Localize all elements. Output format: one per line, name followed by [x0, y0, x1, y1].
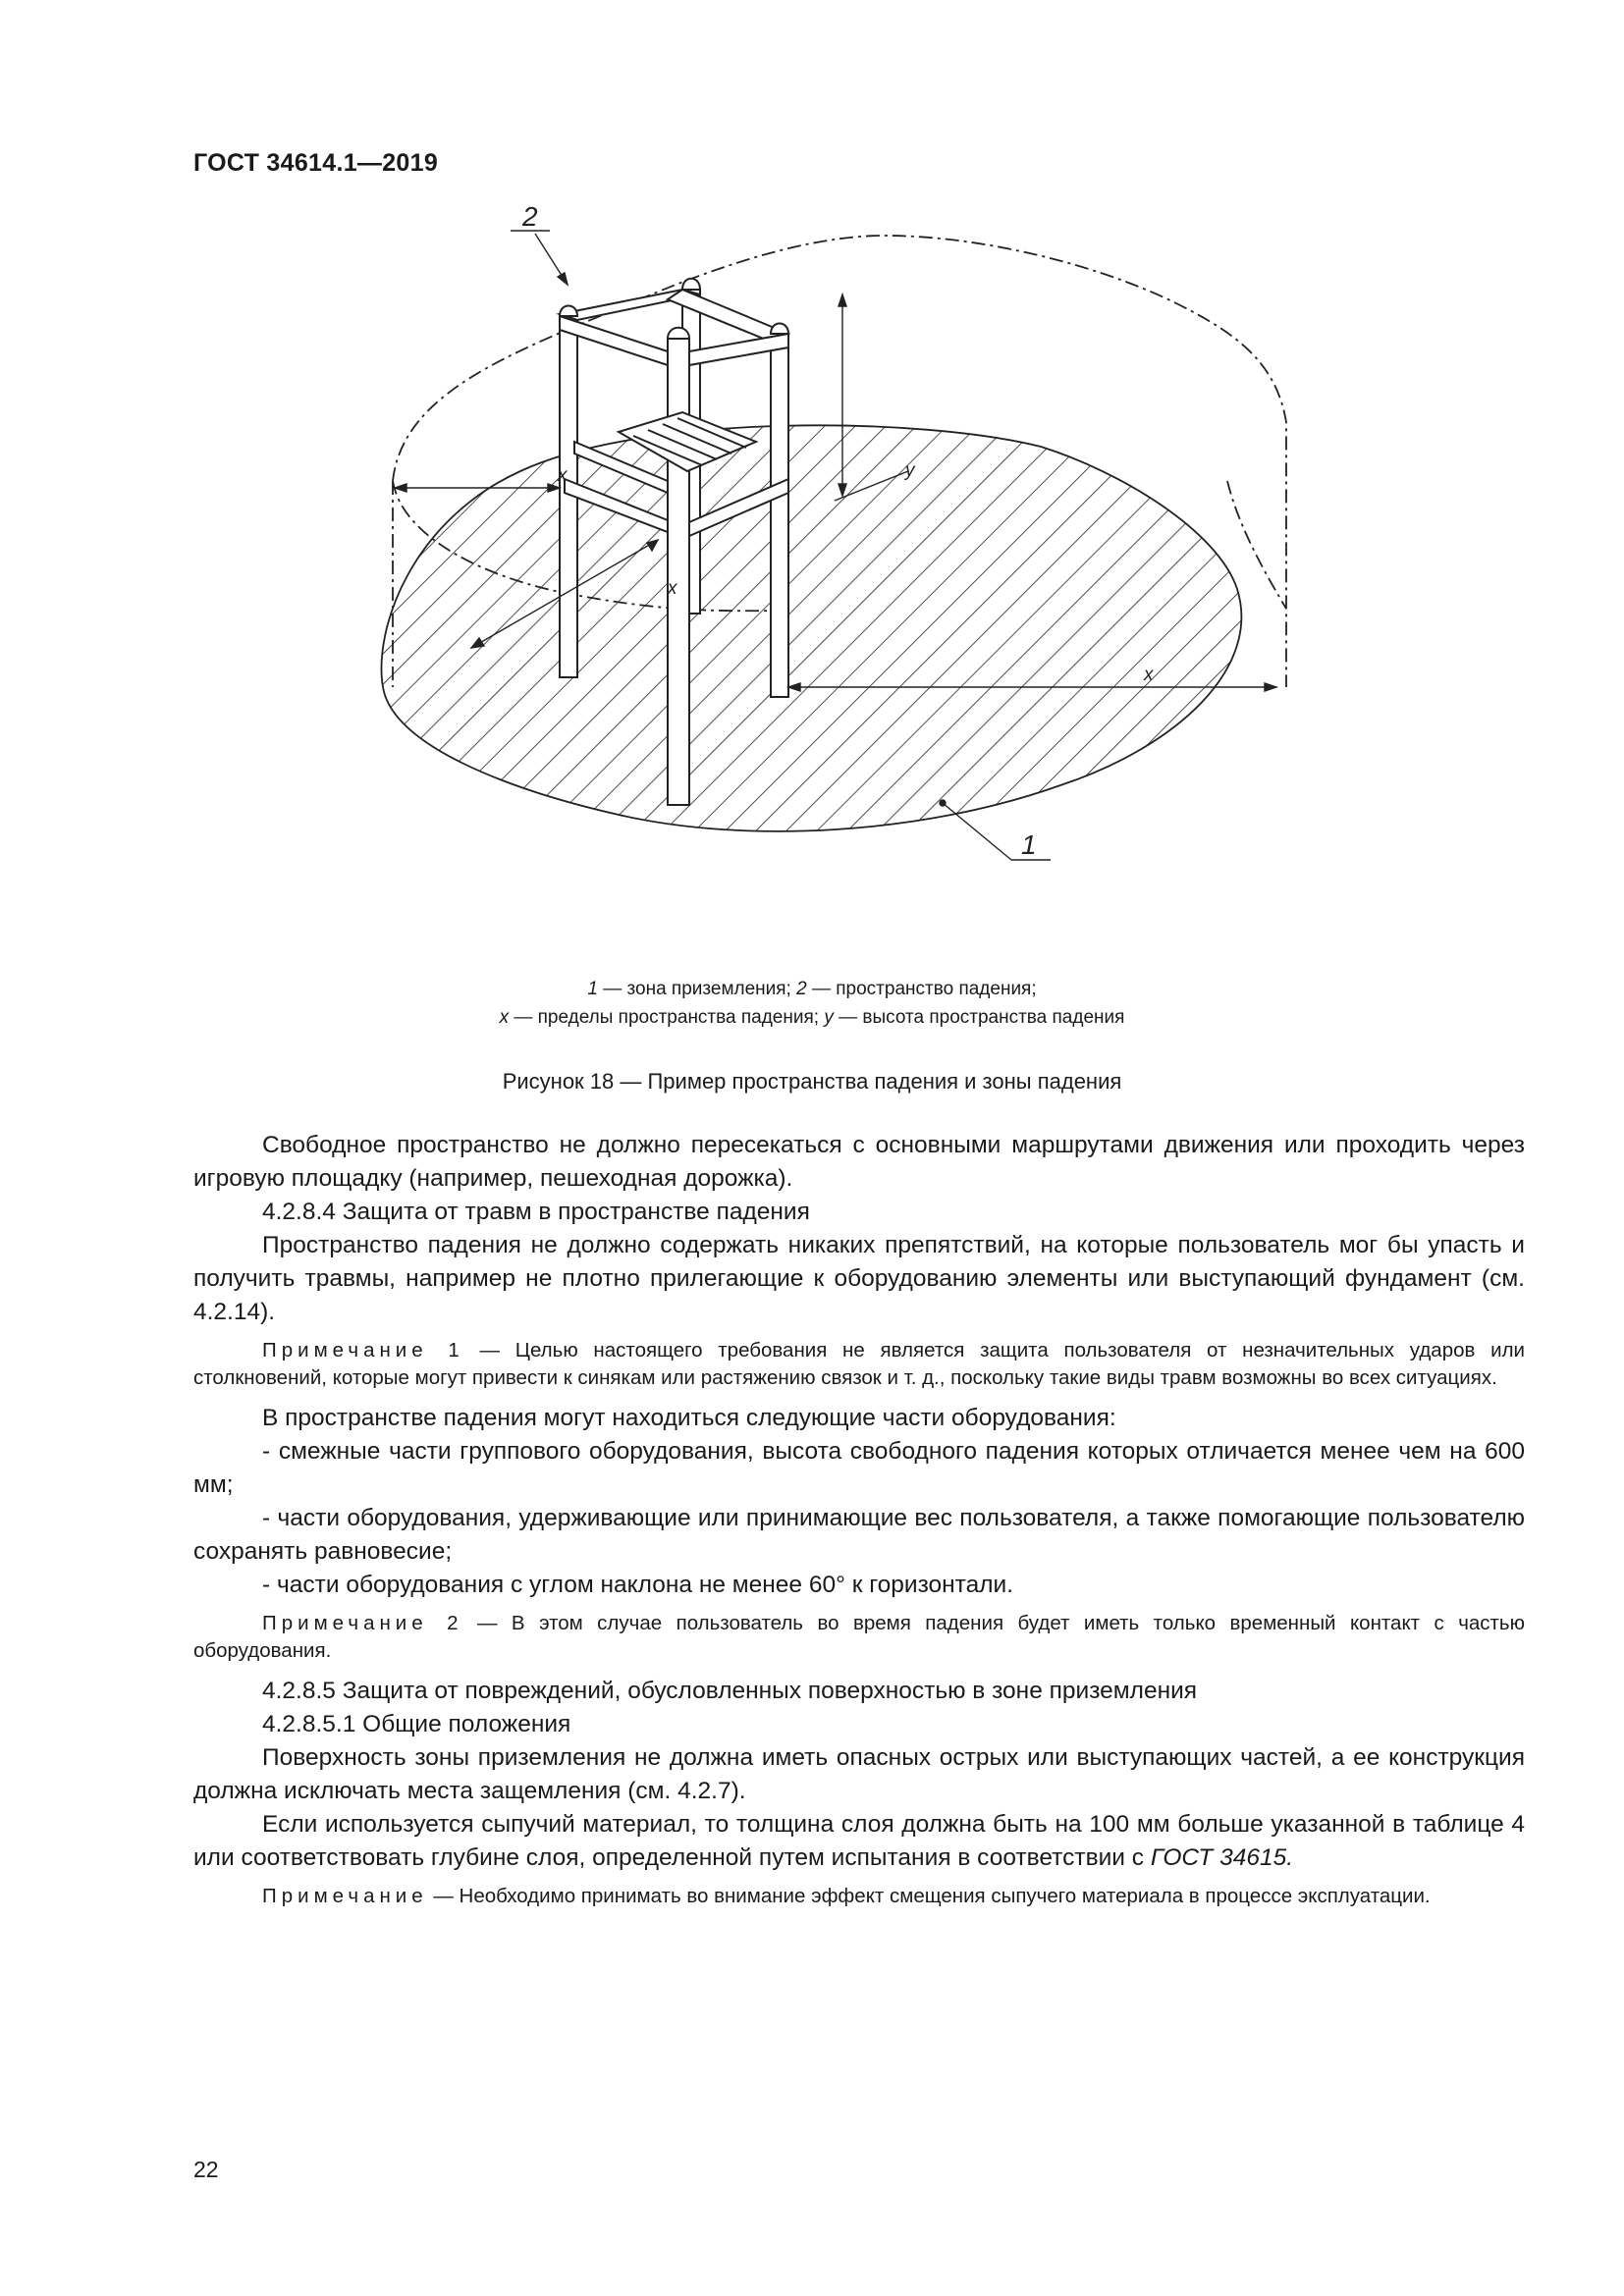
legend-line-2: [0, 1003, 1624, 1032]
legend-line-1: [0, 975, 1624, 1003]
dim-x-label-top: x: [558, 465, 568, 486]
legend-key-x: x: [499, 1007, 510, 1028]
legend-text-1: — зона приземления;: [597, 979, 797, 999]
note-3-text: — Необходимо принимать во внимание эффект смещения сыпучего материала в процессе эксплуатации.: [427, 1885, 1431, 1907]
callout-2-leader: [511, 231, 568, 285]
figure-legend: [0, 975, 1624, 1032]
legend-text-y: — высота пространства падения: [833, 1007, 1125, 1028]
note-3: [193, 1883, 1525, 1910]
note-3-label: Примечание: [262, 1885, 428, 1907]
standard-reference: ГОСТ 34615.: [1150, 1844, 1294, 1871]
legend-key-2: 2: [796, 979, 807, 999]
fall-space-figure: [373, 201, 1316, 962]
dim-y-label: y: [905, 460, 915, 481]
landing-zone: [373, 236, 1316, 962]
document-header: ГОСТ 34614.1—2019: [193, 149, 439, 177]
note-2: [193, 1610, 1525, 1665]
list-item: - части оборудования с углом наклона не менее 60° к горизонтали.: [262, 1572, 1014, 1598]
callout-1-label: 1: [1021, 829, 1037, 860]
legend-text-x: — пределы пространства падения;: [509, 1007, 825, 1028]
list-item: - части оборудования, удерживающие или принимающие вес пользователя, а также помогающие пользователю сохранять равновесие;: [193, 1505, 1525, 1565]
paragraph: [193, 1808, 1525, 1875]
paragraph: Поверхность зоны приземления не должна иметь опасных острых или выступающих частей, а ее конструкция должна исключать места защемления (см. 4.2.7).: [193, 1744, 1525, 1804]
paragraph: Свободное пространство не должно пересекаться с основными маршрутами движения или проходить через игровую площадку (например, пешеходная дорожка).: [193, 1132, 1525, 1192]
callout-2-label: 2: [522, 201, 538, 232]
list-item: - смежные части группового оборудования, высота свободного падения которых отличается менее чем на 600 мм;: [193, 1438, 1525, 1498]
paragraph: В пространстве падения могут находиться следующие части оборудования:: [262, 1405, 1116, 1431]
section-heading-4-2-8-4: 4.2.8.4 Защита от травм в пространстве падения: [262, 1199, 810, 1225]
section-heading-4-2-8-5: 4.2.8.5 Защита от повреждений, обусловленных поверхностью в зоне приземления: [262, 1678, 1198, 1704]
body-text: [193, 1129, 1525, 1920]
note-2-text: — В этом случае пользователь во время падения будет иметь только временный контакт с частью оборудования.: [193, 1612, 1525, 1662]
dim-x-label-bottom: x: [1144, 665, 1154, 685]
paragraph-text: Если используется сыпучий материал, то толщина слоя должна быть на 100 мм больше указанной в таблице 4 или соответствовать глубине слоя, определенной путем испытания в соответствии с: [193, 1811, 1525, 1871]
note-1: [193, 1337, 1525, 1392]
legend-key-y: y: [824, 1007, 834, 1028]
dim-x-label-diag: x: [668, 578, 677, 599]
note-2-label: Примечание 2: [262, 1612, 463, 1634]
section-heading-4-2-8-5-1: 4.2.8.5.1 Общие положения: [262, 1711, 571, 1737]
note-1-text: — Целью настоящего требования не является защита пользователя от незначительных ударов или столкновений, которые могут привести к синякам или растяжению связок и т. д., поскольку такие виды травм возможны во всех ситуациях.: [193, 1339, 1525, 1389]
legend-key-1: 1: [587, 979, 598, 999]
legend-text-2: — пространство падения;: [806, 979, 1037, 999]
paragraph: Пространство падения не должно содержать никаких препятствий, на которые пользователь мог бы упасть и получить травмы, например не плотно прилегающие к оборудованию элементы или выступающий фундамент (см. 4.2.14).: [193, 1232, 1525, 1325]
note-1-label: Примечание 1: [262, 1339, 464, 1362]
figure-caption: Рисунок 18 — Пример пространства падения и зоны падения: [502, 1069, 1122, 1094]
page-number: 22: [193, 2157, 219, 2182]
